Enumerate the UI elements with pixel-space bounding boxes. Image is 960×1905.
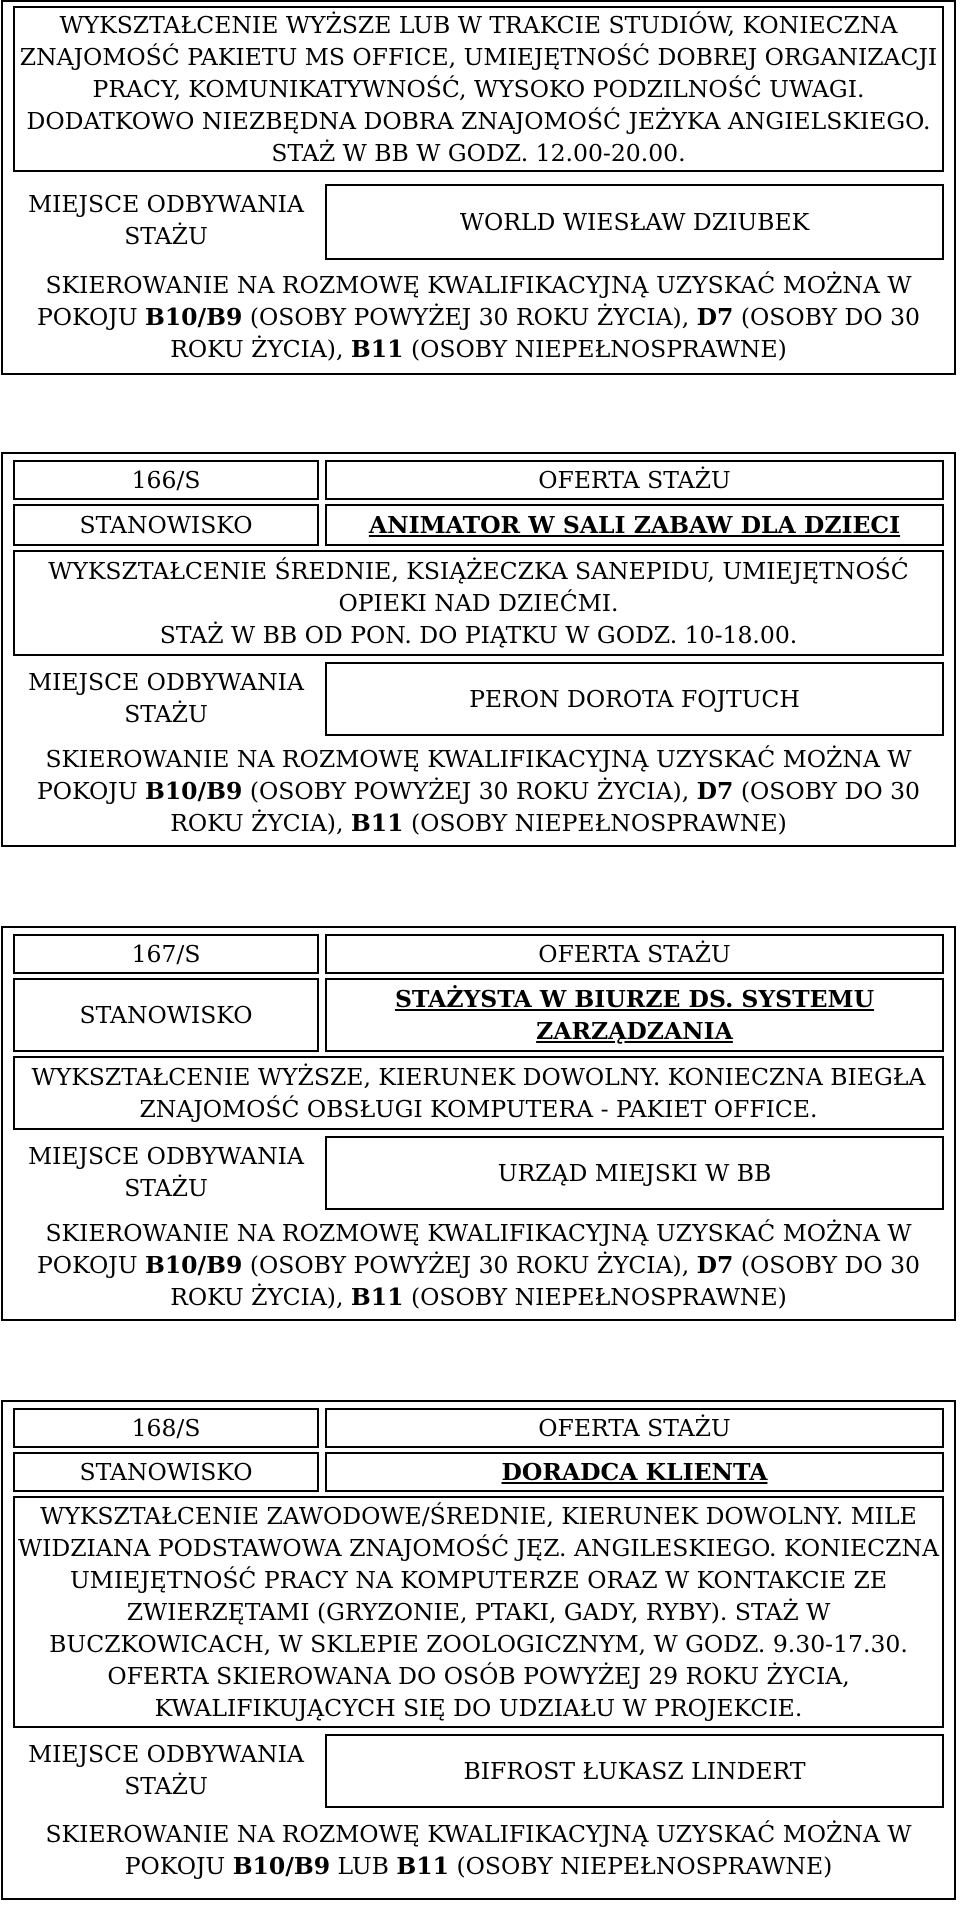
offer-card: [1, 1400, 956, 1900]
offer-card: [1, 0, 956, 375]
position-label-cell: STANOWISKO: [13, 1452, 319, 1492]
employer-cell: [325, 1734, 944, 1808]
employer-name: URZĄD MIEJSKI W BB: [497, 1159, 772, 1187]
offer-number: 166/S: [131, 466, 201, 494]
offer-number-cell: [13, 460, 319, 500]
referral-note: SKIEROWANIE NA ROZMOWĘ KWALIFIKACYJNĄ UZYSKAĆ MOŻNA W POKOJU B10/B9 (OSOBY POWYŻEJ 30 ROKU ŻYCIA), D7 (OSOBY DO 30 ROKU ŻYCIA), B11 (OSOBY NIEPEŁNOSPRAWNE): [37, 271, 920, 363]
position-title: DORADCA KLIENTA: [501, 1458, 768, 1486]
offer-card: [1, 452, 956, 847]
requirements-cell: [13, 1056, 944, 1130]
requirements-text: WYKSZTAŁCENIE WYŻSZE, KIERUNEK DOWOLNY. KONIECZNA BIEGŁA ZNAJOMOŚĆ OBSŁUGI KOMPUTERA - PAKIET OFFICE.: [31, 1063, 926, 1123]
offer-type: OFERTA STAŻU: [538, 466, 731, 494]
employer-cell: [325, 1136, 944, 1210]
location-label: MIEJSCE ODBYWANIA STAŻU: [28, 1740, 304, 1800]
location-label: MIEJSCE ODBYWANIA STAŻU: [28, 190, 304, 250]
location-label: MIEJSCE ODBYWANIA STAŻU: [28, 668, 304, 728]
offer-card: [1, 926, 956, 1321]
referral-note: SKIEROWANIE NA ROZMOWĘ KWALIFIKACYJNĄ UZYSKAĆ MOŻNA W POKOJU B10/B9 (OSOBY POWYŻEJ 30 ROKU ŻYCIA), D7 (OSOBY DO 30 ROKU ŻYCIA), B11 (OSOBY NIEPEŁNOSPRAWNE): [37, 745, 920, 837]
offer-type-cell: OFERTA STAŻU: [325, 1408, 944, 1448]
offer-type-cell: OFERTA STAŻU: [325, 934, 944, 974]
requirements-cell: [13, 1496, 944, 1728]
position-cell: [325, 978, 944, 1052]
position-title: ANIMATOR W SALI ZABAW DLA DZIECI: [368, 511, 901, 539]
offer-number: 167/S: [131, 940, 201, 968]
referral-note: SKIEROWANIE NA ROZMOWĘ KWALIFIKACYJNĄ UZYSKAĆ MOŻNA W POKOJU B10/B9 (OSOBY POWYŻEJ 30 ROKU ŻYCIA), D7 (OSOBY DO 30 ROKU ŻYCIA), B11 (OSOBY NIEPEŁNOSPRAWNE): [37, 1219, 920, 1311]
requirements-text: WYKSZTAŁCENIE ZAWODOWE/ŚREDNIE, KIERUNEK DOWOLNY. MILE WIDZIANA PODSTAWOWA ZNAJOMOŚĆ JĘZ. ANGILESKIEGO. KONIECZNA UMIEJĘTNOŚĆ PRACY NA KOMPUTERZE ORAZ W KONTAKCIE ZE ZWIERZĘTAMI (GRYZONIE, PTAKI, GADY, RYBY). STAŻ W BUCZKOWICACH, W SKLEPIE ZOOLOGICZNYM, W GODZ. 9.30-17.30. OFERTA SKIEROWANA DO OSÓB POWYŻEJ 29 ROKU ŻYCIA, KWALIFIKUJĄCYCH SIĘ DO UDZIAŁU W PROJEKCIE.: [17, 1502, 940, 1722]
requirements-text: WYKSZTAŁCENIE ŚREDNIE, KSIĄŻECZKA SANEPIDU, UMIEJĘTNOŚĆ OPIEKI NAD DZIEĆMI.: [48, 557, 909, 617]
offer-number-cell: [13, 1408, 319, 1448]
position-cell: [325, 504, 944, 546]
offer-type-cell: [325, 460, 944, 500]
employer-cell: [325, 184, 944, 260]
position-title: STAŻYSTA W BIURZE DS. SYSTEMU ZARZĄDZANIA: [394, 985, 875, 1045]
location-label: MIEJSCE ODBYWANIA STAŻU: [28, 1142, 304, 1202]
requirements-cell: [13, 6, 944, 172]
employer-name: WORLD WIESŁAW DZIUBEK: [459, 208, 810, 236]
employer-name: BIFROST ŁUKASZ LINDERT: [463, 1757, 806, 1785]
requirements-text: WYKSZTAŁCENIE WYŻSZE LUB W TRAKCIE STUDIÓW, KONIECZNA ZNAJOMOŚĆ PAKIETU MS OFFICE, UMIEJĘTNOŚĆ DOBREJ ORGANIZACJI PRACY, KOMUNIKATYWNOŚĆ, WYSOKO PODZILNOŚĆ UWAGI. DODATKOWO NIEZBĘDNA DOBRA ZNAJOMOŚĆ JEŻYKA ANGIELSKIEGO. STAŻ W BB W GODZ. 12.00-20.00.: [19, 11, 938, 167]
employer-name: PERON DOROTA FOJTUCH: [469, 685, 800, 713]
offer-number-cell: [13, 934, 319, 974]
position-cell: [325, 1452, 944, 1492]
offer-number: 168/S: [131, 1414, 201, 1442]
employer-cell: [325, 662, 944, 736]
referral-note: SKIEROWANIE NA ROZMOWĘ KWALIFIKACYJNĄ UZYSKAĆ MOŻNA W POKOJU B10/B9 LUB B11 (OSOBY NIEPEŁNOSPRAWNE): [45, 1820, 912, 1880]
position-label-cell: STANOWISKO: [13, 504, 319, 546]
requirements-cell: WYKSZTAŁCENIE ŚREDNIE, KSIĄŻECZKA SANEPIDU, UMIEJĘTNOŚĆ OPIEKI NAD DZIEĆMI. STAŻ W BB OD PON. DO PIĄTKU W GODZ. 10-18.00.: [13, 550, 944, 656]
position-label-cell: STANOWISKO: [13, 978, 319, 1052]
